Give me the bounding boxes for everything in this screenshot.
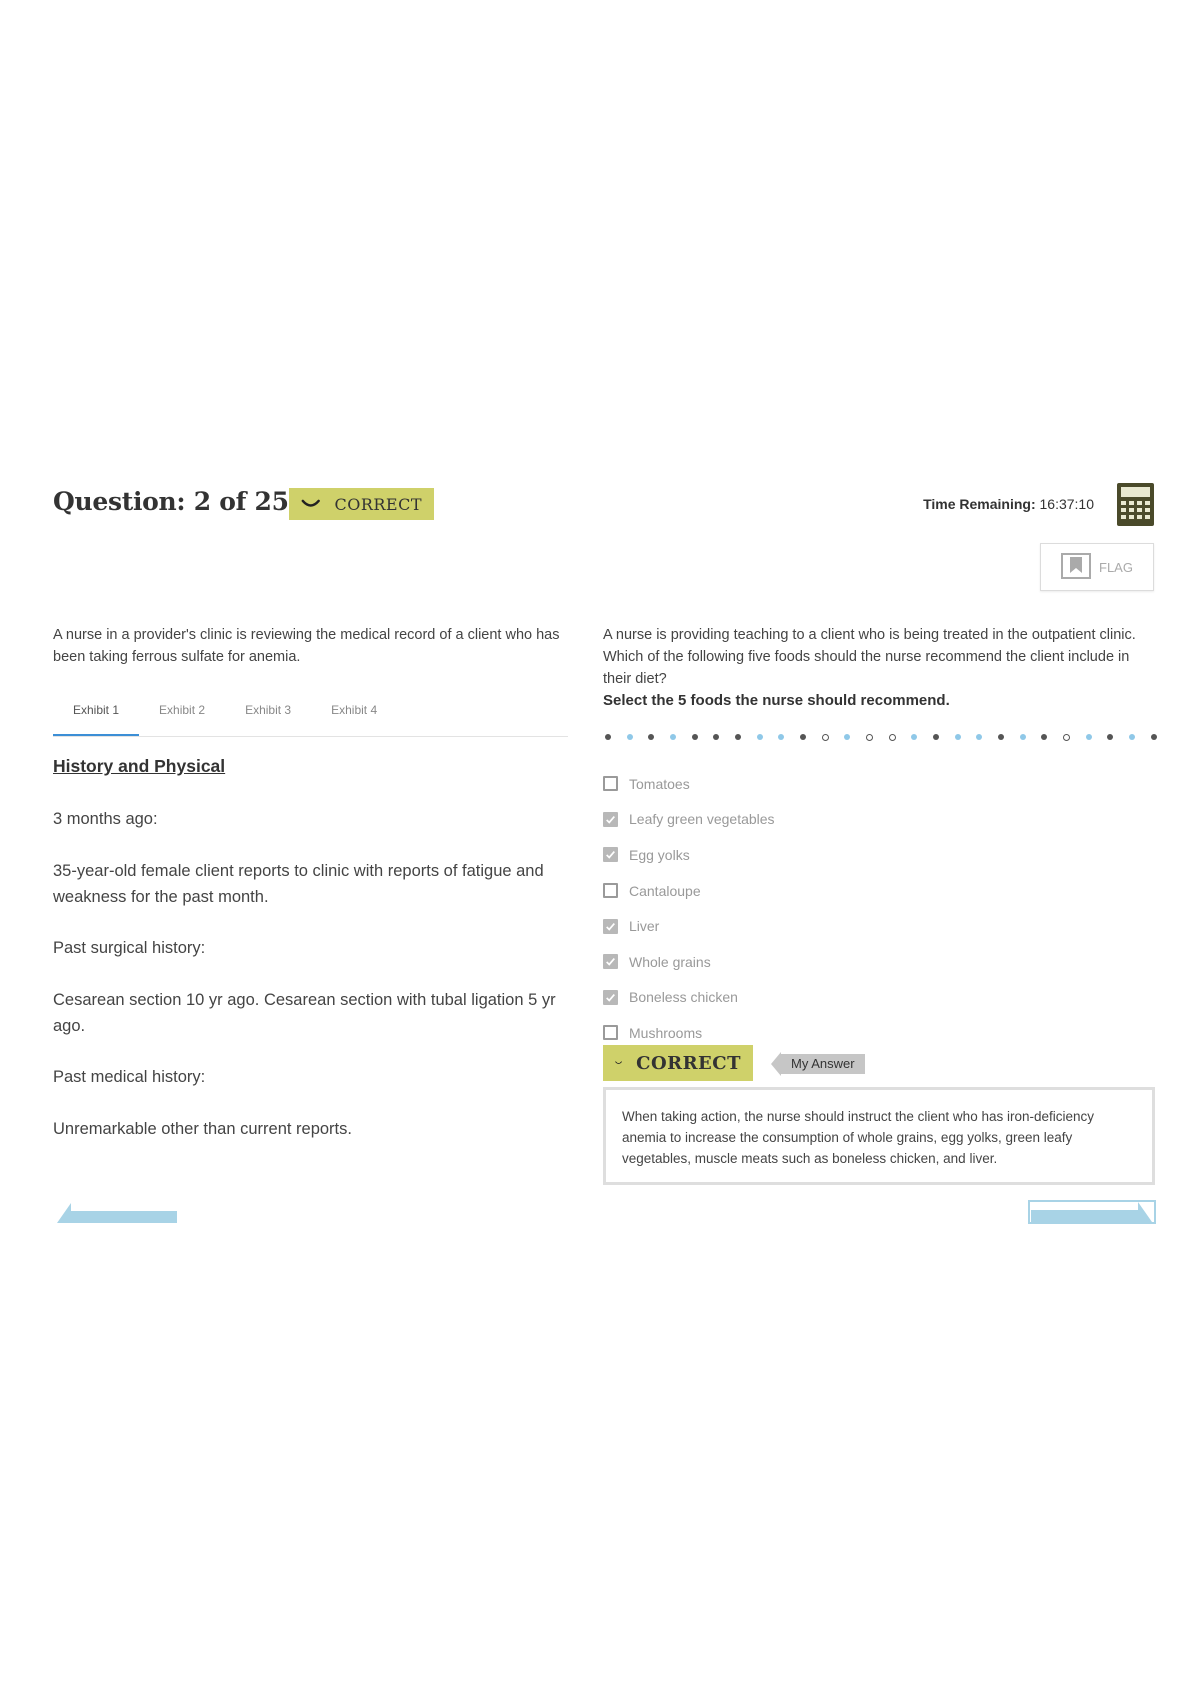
answer-option[interactable] [603, 980, 775, 1016]
answer-option-label: Whole grains [629, 953, 711, 970]
checkmark-icon [605, 955, 616, 968]
checkmark-icon [605, 920, 616, 933]
checkmark-icon [605, 991, 616, 1004]
checkbox-checked[interactable] [603, 812, 618, 827]
exhibit-paragraph: Unremarkable other than current reports. [53, 1120, 352, 1138]
status-badge [289, 488, 434, 520]
tab-exhibit-2[interactable]: Exhibit 2 [159, 703, 206, 717]
exhibit-paragraph: 3 months ago: [53, 810, 158, 828]
progress-dot [1129, 734, 1135, 740]
exhibit-paragraph: Cesarean section 10 yr ago. Cesarean section with tubal ligation 5 yr ago. [53, 991, 556, 1035]
progress-dot [955, 734, 961, 740]
progress-dot [844, 734, 850, 740]
case-scenario: A nurse in a provider's clinic is reviewing the medical record of a client who has been taking ferrous sulfate for anemia. [53, 627, 560, 665]
progress-dot [605, 734, 611, 740]
answer-option-label: Egg yolks [629, 846, 690, 863]
answer-option-label: Tomatoes [629, 775, 690, 792]
checkbox-checked[interactable] [603, 954, 618, 969]
progress-dot [976, 734, 982, 740]
checkbox[interactable] [603, 883, 618, 898]
progress-dot [713, 734, 719, 740]
progress-dot [735, 734, 741, 740]
result-badge [603, 1045, 753, 1081]
progress-dot [911, 734, 917, 740]
previous-button[interactable] [57, 1201, 177, 1223]
progress-dot [1151, 734, 1157, 740]
progress-dot [933, 734, 939, 740]
question-text: A nurse is providing teaching to a client who is being treated in the outpatient clinic. Which of the following five foods should the nurse recommend the client include in their diet? [603, 627, 1136, 687]
progress-dot [1041, 734, 1047, 740]
answer-options [603, 766, 775, 1051]
progress-dot [648, 734, 654, 740]
checkbox-checked[interactable] [603, 990, 618, 1005]
flag-label: FLAG [1099, 559, 1133, 575]
tab-exhibit-3[interactable]: Exhibit 3 [245, 703, 292, 717]
checkmark-icon [605, 813, 616, 826]
result-badge-label: CORRECT [636, 1052, 741, 1074]
progress-dot [800, 734, 806, 740]
progress-dots [605, 731, 1157, 743]
exhibit-paragraph: 35-year-old female client reports to clinic with reports of fatigue and weakness for the past month. [53, 862, 544, 906]
progress-dot [1063, 734, 1070, 741]
progress-dot [998, 734, 1004, 740]
time-remaining-value: 16:37:10 [1039, 496, 1094, 512]
tab-exhibit-4[interactable]: Exhibit 4 [331, 703, 378, 717]
status-badge-label: CORRECT [334, 494, 422, 514]
next-button[interactable] [1028, 1200, 1156, 1224]
answer-option[interactable] [603, 944, 775, 980]
checkbox-checked[interactable] [603, 847, 618, 862]
question-counter: Question: 2 of 25 [53, 487, 289, 516]
flag-button[interactable] [1040, 543, 1154, 591]
question-instruction: Select the 5 foods the nurse should recommend. [603, 692, 950, 709]
my-answer-label: My Answer [781, 1054, 865, 1074]
exhibit-tabs [53, 693, 568, 737]
answer-option[interactable] [603, 908, 775, 944]
checkbox[interactable] [603, 776, 618, 791]
exhibit-heading: History and Physical [53, 756, 226, 776]
progress-dot [1086, 734, 1092, 740]
time-remaining [923, 496, 1094, 512]
question-prompt [603, 624, 1155, 712]
checkbox-checked[interactable] [603, 919, 618, 934]
progress-dot [692, 734, 698, 740]
answer-option[interactable] [603, 837, 775, 873]
progress-dot [889, 734, 896, 741]
answer-option-label: Cantaloupe [629, 882, 701, 899]
progress-dot [1107, 734, 1113, 740]
checkmark-icon [605, 848, 616, 861]
answer-option-label: Mushrooms [629, 1024, 703, 1041]
exhibit-paragraph: Past surgical history: [53, 939, 206, 957]
progress-dot [627, 734, 633, 740]
progress-dot [778, 734, 784, 740]
rationale-box: When taking action, the nurse should instruct the client who has iron-deficiency anemia to increase the consumption of whole grains, egg yolks, green leafy vegetables, muscle meats such as boneless chicken, and liver. [603, 1087, 1155, 1185]
progress-dot [670, 734, 676, 740]
correct-arc-icon [615, 1055, 622, 1071]
answer-option[interactable] [603, 802, 775, 838]
answer-option[interactable] [603, 766, 775, 802]
progress-dot [822, 734, 829, 741]
left-arrow-icon [771, 1052, 781, 1076]
answer-option-label: Leafy green vegetables [629, 811, 775, 828]
correct-arc-icon [301, 496, 320, 512]
answer-option-label: Liver [629, 918, 660, 935]
progress-dot [757, 734, 763, 740]
calculator-icon[interactable] [1117, 483, 1154, 526]
tab-exhibit-1[interactable]: Exhibit 1 [53, 693, 139, 736]
my-answer-tag [771, 1052, 865, 1076]
time-remaining-label: Time Remaining: [923, 496, 1036, 512]
progress-dot [866, 734, 873, 741]
answer-option[interactable] [603, 873, 775, 909]
exhibit-paragraph: Past medical history: [53, 1068, 206, 1086]
bookmark-icon [1061, 553, 1091, 582]
checkbox[interactable] [603, 1025, 618, 1040]
answer-option-label: Boneless chicken [629, 989, 738, 1006]
progress-dot [1020, 734, 1026, 740]
